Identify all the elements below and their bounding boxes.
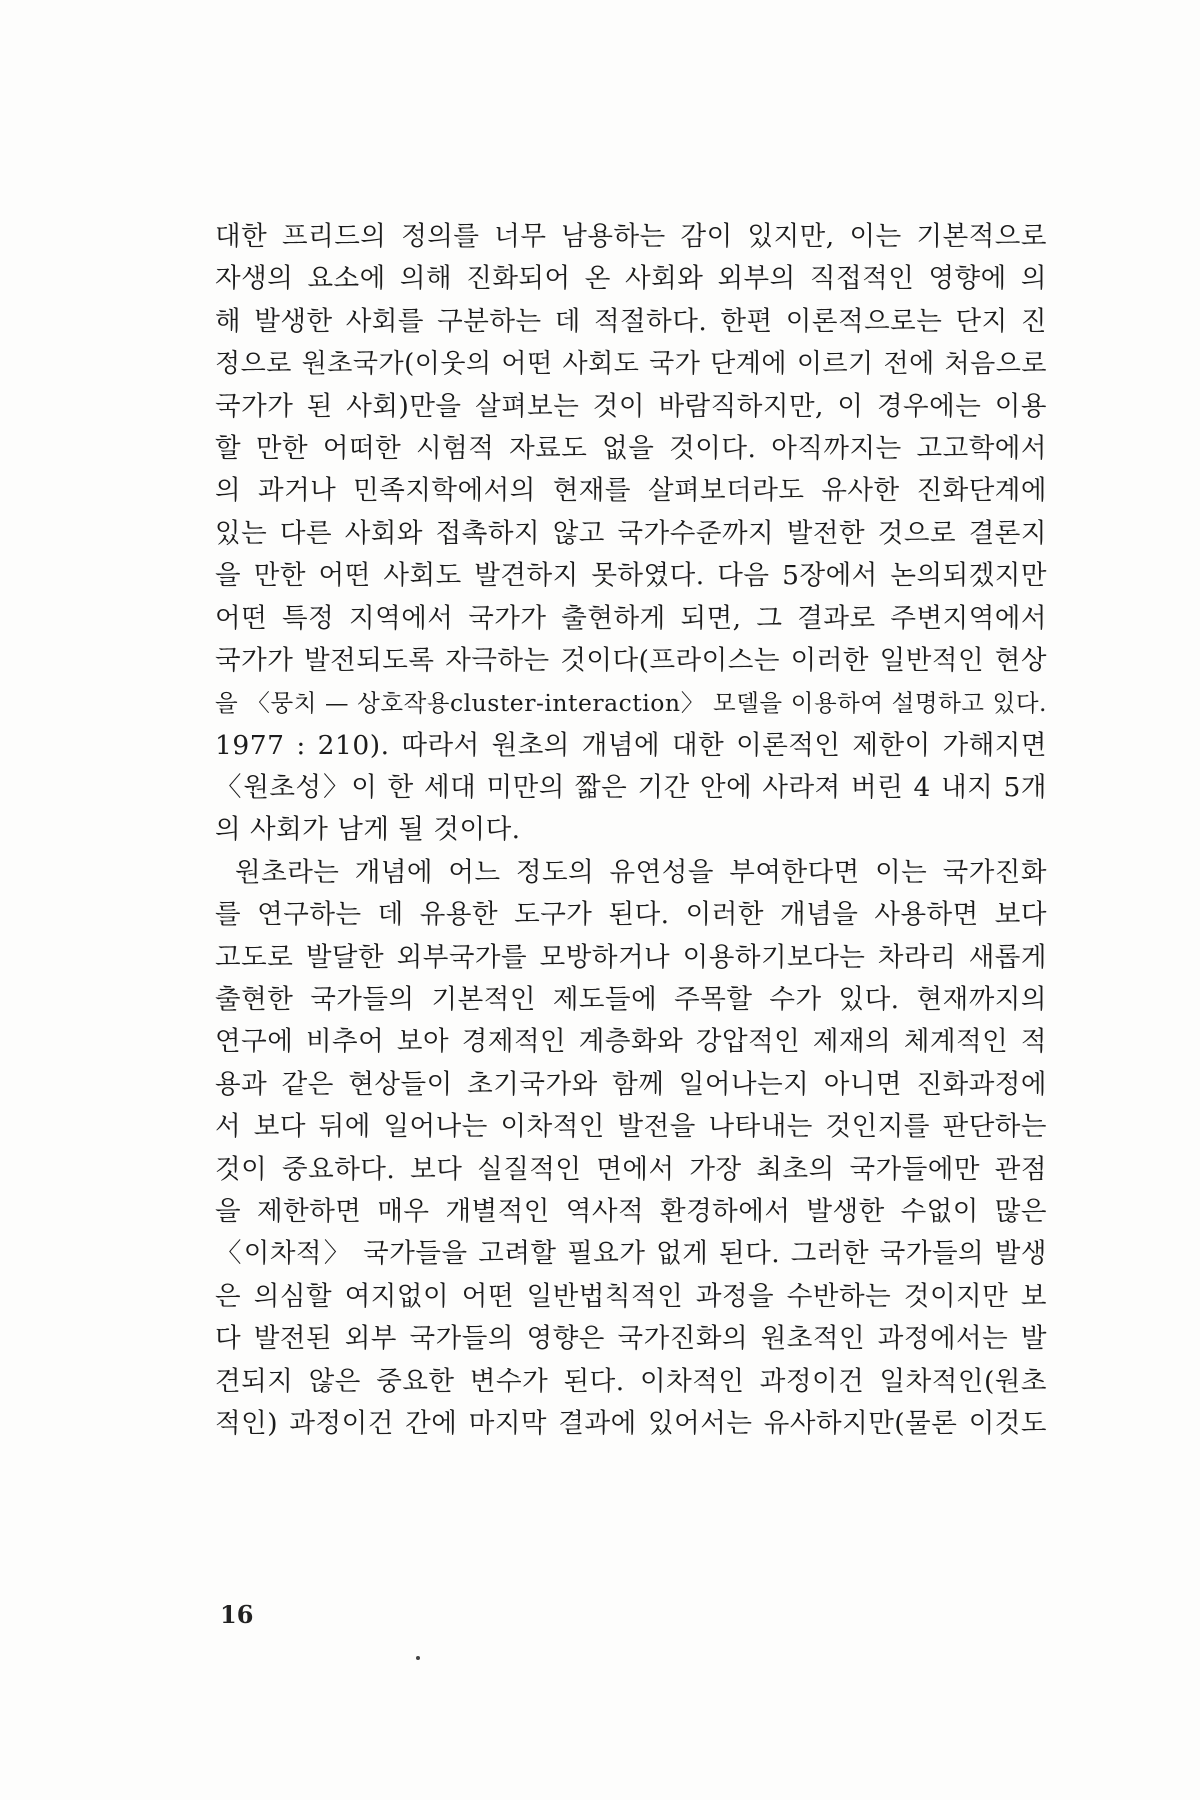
print-speck <box>416 1656 420 1660</box>
text-line: 의 사회가 남게 될 것이다. <box>215 814 521 846</box>
text-line: 정으로 원초국가(이웃의 어떤 사회도 국가 단계에 이르기 전에 처음으로 <box>215 349 1047 380</box>
text-line: 국가가 발전되도록 자극하는 것이다(프라이스는 이러한 일반적인 현상 <box>215 644 1047 676</box>
text-line: 〈이차적〉 국가들을 고려할 필요가 없게 된다. 그러한 국가들의 발생 <box>215 1238 1047 1270</box>
text-line: 용과 같은 현상들이 초기국가와 함께 일어나는지 아니면 진화과정에 <box>215 1068 1047 1100</box>
page-number: 16 <box>220 1600 254 1629</box>
text-line: 원초라는 개념에 어느 정도의 유연성을 부여한다면 이는 국가진화 <box>235 856 1047 888</box>
text-line: 〈원초성〉이 한 세대 미만의 짧은 기간 안에 사라져 버린 4 내지 5개 <box>215 772 1047 804</box>
text-line: 고도로 발달한 외부국가를 모방하거나 이용하기보다는 차라리 새롭게 <box>215 941 1047 973</box>
text-line: 해 발생한 사회를 구분하는 데 적절하다. 한편 이론적으로는 단지 진 <box>215 305 1047 337</box>
body-text <box>215 216 1047 1445</box>
text-line: 할 만한 어떠한 시험적 자료도 없을 것이다. 아직까지는 고고학에서 <box>215 432 1047 464</box>
text-line: 적인) 과정이건 간에 마지막 결과에 있어서는 유사하지만(물론 이것도 <box>215 1407 1047 1439</box>
text-line: 의 과거나 민족지학에서의 현재를 살펴보더라도 유사한 진화단계에 <box>215 475 1047 507</box>
text-line: 1977 : 210). 따라서 원초의 개념에 대한 이론적인 제한이 가해지면 <box>215 729 1047 761</box>
text-line: 견되지 않은 중요한 변수가 된다. 이차적인 과정이건 일차적인(원초 <box>215 1365 1047 1397</box>
text-line: 서 보다 뒤에 일어나는 이차적인 발전을 나타내는 것인지를 판단하는 <box>215 1111 1047 1143</box>
text-line: 국가가 된 사회)만을 살펴보는 것이 바람직하지만, 이 경우에는 이용 <box>215 390 1047 422</box>
text-line: 자생의 요소에 의해 진화되어 온 사회와 외부의 직접적인 영향에 의 <box>215 263 1047 295</box>
text-line: 을 〈뭉치 — 상호작용cluster-interaction〉 모델을 이용하여 설명하고 있다. <box>215 689 1047 718</box>
text-line: 대한 프리드의 정의를 너무 남용하는 감이 있지만, 이는 기본적으로 <box>215 221 1047 252</box>
text-line: 연구에 비추어 보아 경제적인 계층화와 강압적인 제재의 체계적인 적 <box>215 1026 1047 1058</box>
text-line: 것이 중요하다. 보다 실질적인 면에서 가장 최초의 국가들에만 관점 <box>215 1153 1047 1185</box>
paragraph-1 <box>215 216 1047 852</box>
text-line: 출현한 국가들의 기본적인 제도들에 주목할 수가 있다. 현재까지의 <box>215 984 1047 1016</box>
text-line: 다 발전된 외부 국가들의 영향은 국가진화의 원초적인 과정에서는 발 <box>215 1323 1047 1355</box>
paragraph-2 <box>215 852 1047 1445</box>
text-line: 을 제한하면 매우 개별적인 역사적 환경하에서 발생한 수없이 많은 <box>215 1195 1047 1227</box>
text-line: 를 연구하는 데 유용한 도구가 된다. 이러한 개념을 사용하면 보다 <box>215 899 1047 931</box>
text-line: 있는 다른 사회와 접촉하지 않고 국가수준까지 발전한 것으로 결론지 <box>215 517 1047 549</box>
text-line: 을 만한 어떤 사회도 발견하지 못하였다. 다음 5장에서 논의되겠지만 <box>215 560 1047 592</box>
text-line: 은 의심할 여지없이 어떤 일반법칙적인 과정을 수반하는 것이지만 보 <box>215 1280 1047 1312</box>
text-line: 어떤 특정 지역에서 국가가 출현하게 되면, 그 결과로 주변지역에서 <box>215 602 1047 634</box>
